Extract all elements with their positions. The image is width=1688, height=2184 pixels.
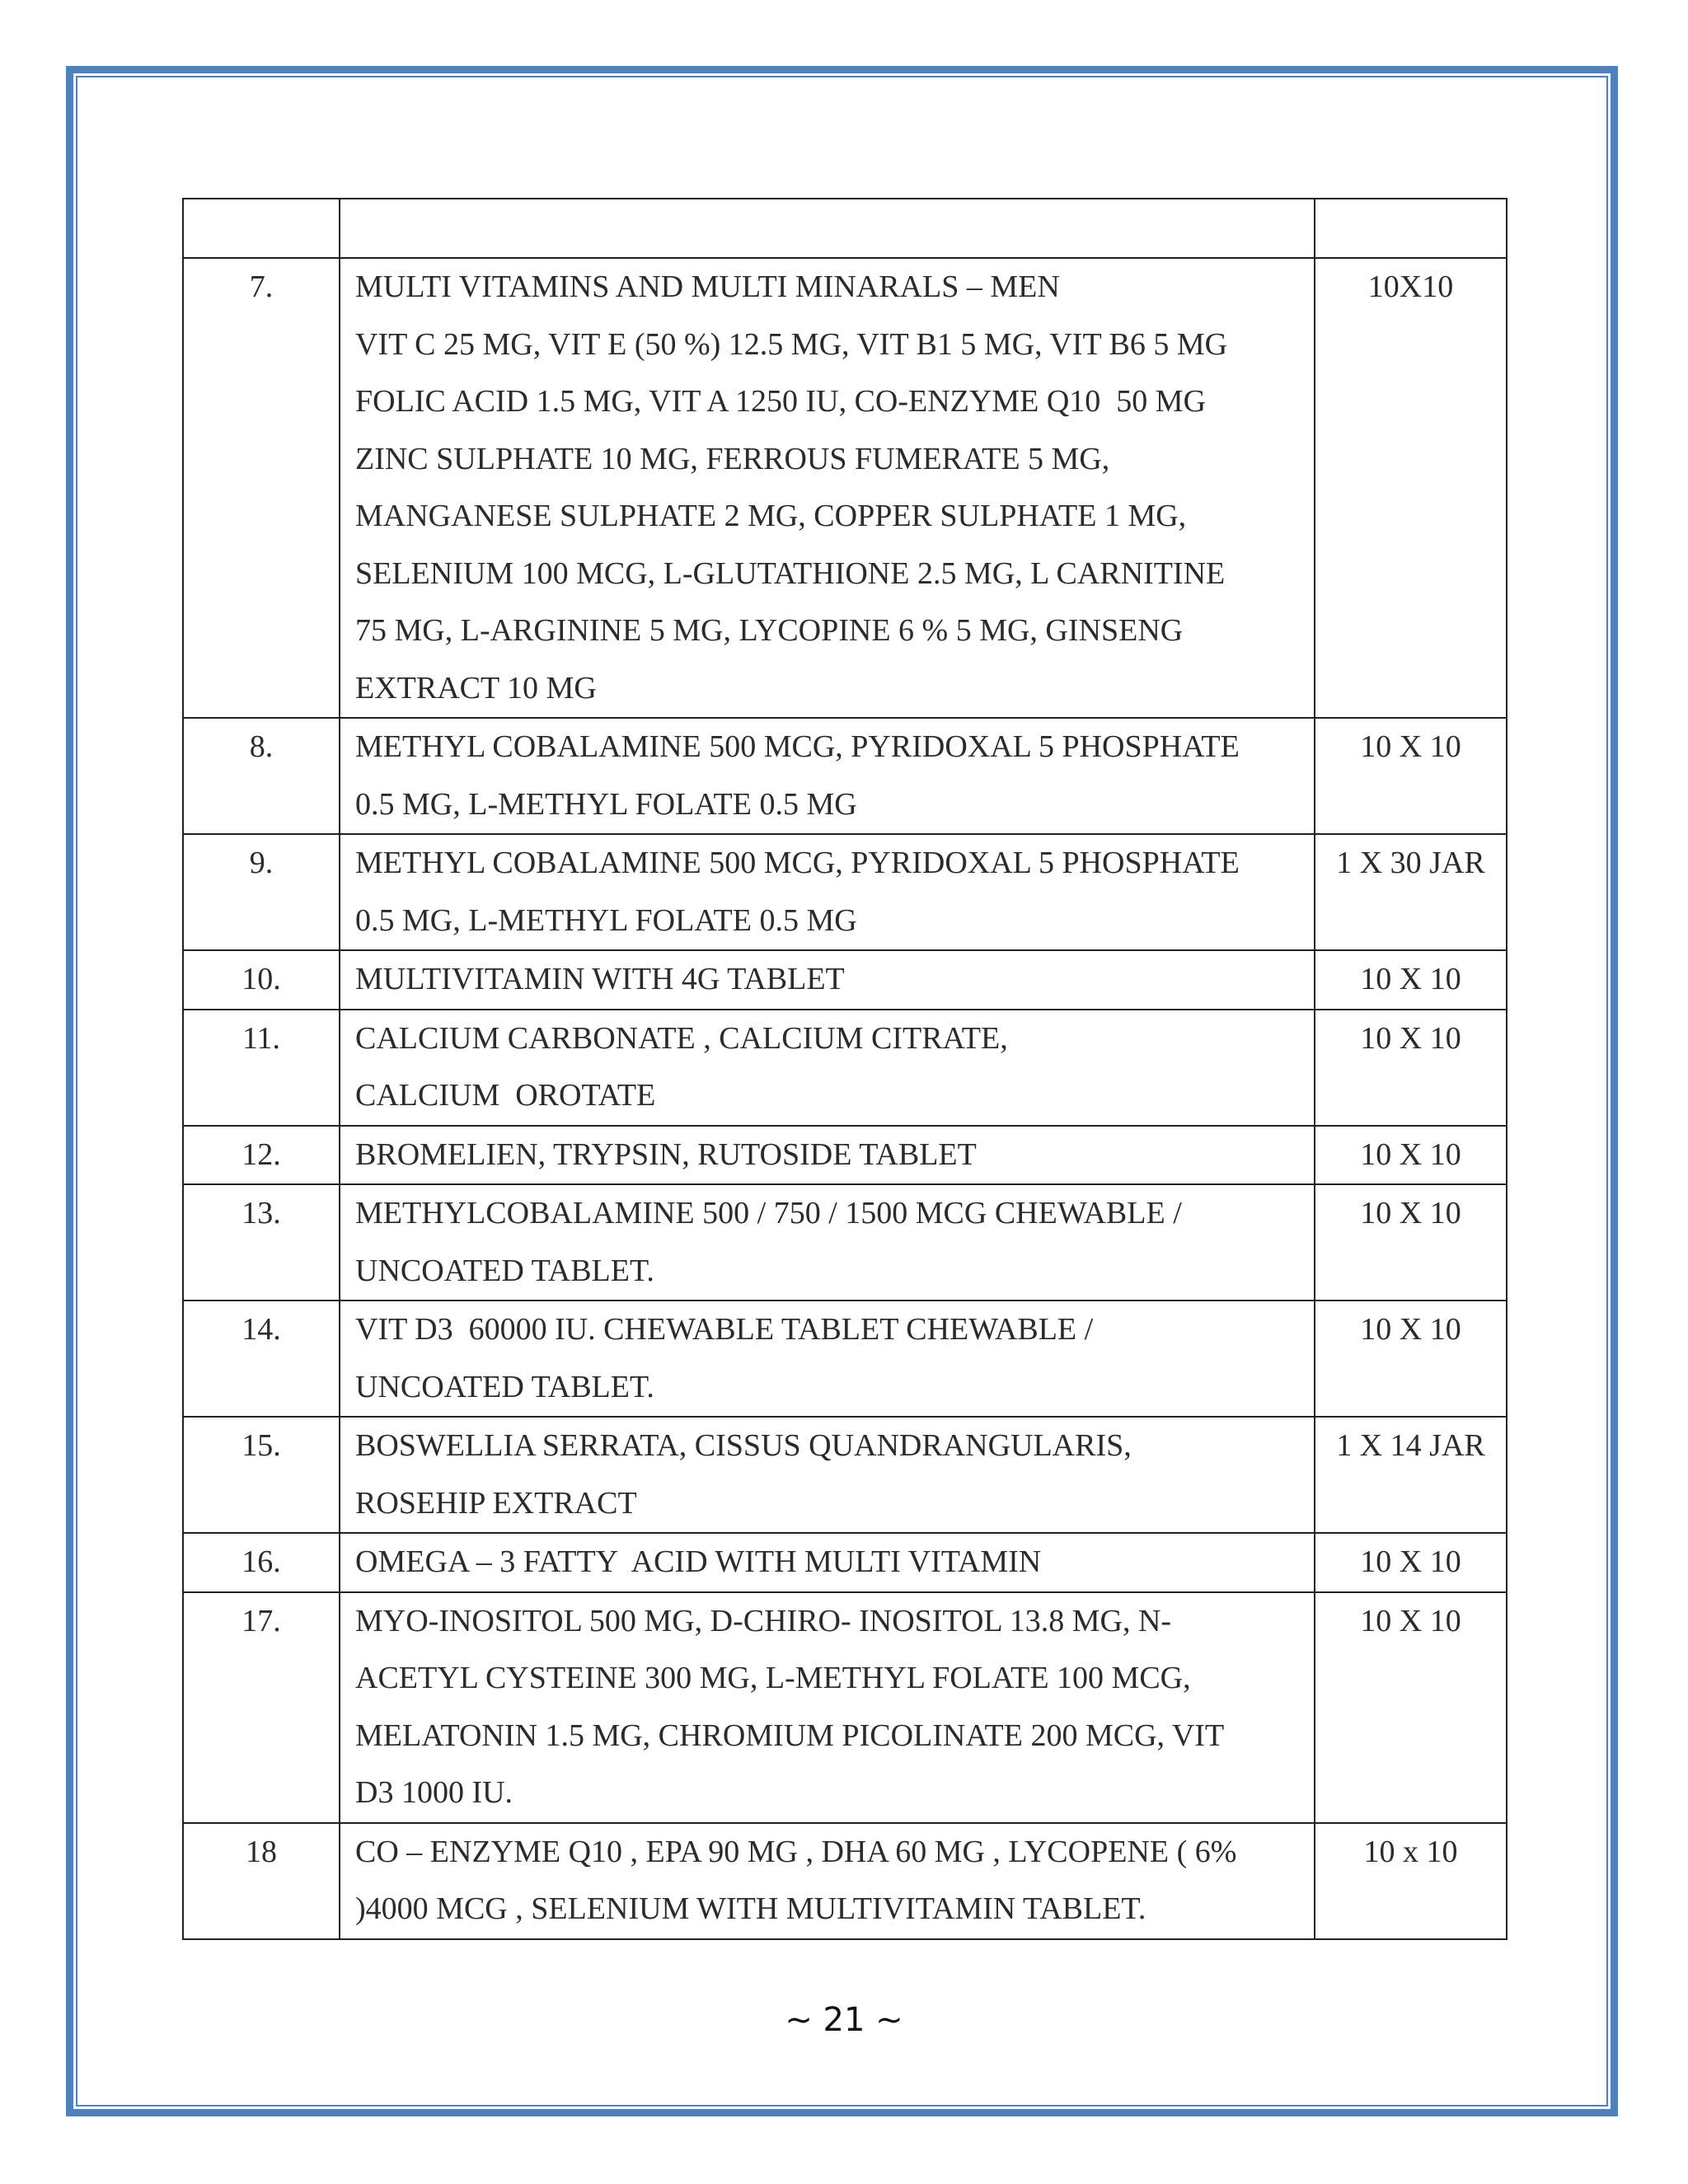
- table-row: [183, 1301, 1507, 1417]
- table-row: [183, 1823, 1507, 1939]
- description-line: EXTRACT 10 MG: [355, 670, 597, 705]
- table-row: [183, 834, 1507, 950]
- item-description: [340, 950, 1315, 1010]
- description-line: SELENIUM 100 MCG, L-GLUTATHIONE 2.5 MG, L CARNITINE: [355, 555, 1226, 591]
- item-number: 13.: [183, 1184, 340, 1301]
- item-description: [340, 1417, 1315, 1533]
- item-pack-size: 10 X 10: [1315, 1126, 1507, 1185]
- table-row: [183, 718, 1507, 834]
- item-pack-size: 1 X 14 JAR: [1315, 1417, 1507, 1533]
- item-pack-size: 1 X 30 JAR: [1315, 834, 1507, 950]
- description-line: BROMELIEN, TRYPSIN, RUTOSIDE TABLET: [355, 1137, 977, 1172]
- item-number: 10.: [183, 950, 340, 1010]
- description-line: ZINC SULPHATE 10 MG, FERROUS FUMERATE 5 MG,: [355, 441, 1110, 476]
- header-cell-pack: [1315, 199, 1507, 258]
- item-number: 14.: [183, 1301, 340, 1417]
- item-number: 18: [183, 1823, 340, 1939]
- item-number: 15.: [183, 1417, 340, 1533]
- item-number: 11.: [183, 1010, 340, 1126]
- item-pack-size: 10 X 10: [1315, 718, 1507, 834]
- table-header-row: [183, 199, 1507, 258]
- description-line: METHYL COBALAMINE 500 MCG, PYRIDOXAL 5 PHOSPHATE: [355, 846, 1240, 880]
- description-line: )4000 MCG , SELENIUM WITH MULTIVITAMIN TABLET.: [355, 1891, 1146, 1926]
- item-pack-size: 10X10: [1315, 258, 1507, 718]
- description-line: OMEGA – 3 FATTY ACID WITH MULTI VITAMIN: [355, 1544, 1042, 1579]
- item-number: 12.: [183, 1126, 340, 1185]
- description-line: UNCOATED TABLET.: [355, 1253, 654, 1288]
- description-line: MELATONIN 1.5 MG, CHROMIUM PICOLINATE 200 MCG, VIT: [355, 1718, 1225, 1753]
- description-line: MANGANESE SULPHATE 2 MG, COPPER SULPHATE 1 MG,: [355, 499, 1187, 533]
- description-line: CALCIUM CARBONATE , CALCIUM CITRATE,: [355, 1020, 1008, 1056]
- description-line: METHYLCOBALAMINE 500 / 750 / 1500 MCG CHEWABLE /: [355, 1196, 1182, 1230]
- description-line: BOSWELLIA SERRATA, CISSUS QUANDRANGULARIS,: [355, 1428, 1132, 1463]
- item-description: [340, 1184, 1315, 1301]
- table-row: [183, 1533, 1507, 1592]
- item-description: [340, 258, 1315, 718]
- item-pack-size: 10 X 10: [1315, 950, 1507, 1010]
- description-line: VIT C 25 MG, VIT E (50 %) 12.5 MG, VIT B1 5 MG, VIT B6 5 MG: [355, 326, 1228, 362]
- item-number: 16.: [183, 1533, 340, 1592]
- item-description: [340, 1126, 1315, 1185]
- product-table: [182, 198, 1507, 1940]
- page-number: ~ 21 ~: [785, 2001, 903, 2039]
- table-row: [183, 1010, 1507, 1126]
- item-description: [340, 834, 1315, 950]
- item-pack-size: 10 X 10: [1315, 1301, 1507, 1417]
- item-number: 8.: [183, 718, 340, 834]
- description-line: CO – ENZYME Q10 , EPA 90 MG , DHA 60 MG , LYCOPENE ( 6%: [355, 1834, 1237, 1869]
- table-row: [183, 1126, 1507, 1185]
- item-pack-size: 10 X 10: [1315, 1592, 1507, 1823]
- table-row: [183, 258, 1507, 718]
- item-description: [340, 718, 1315, 834]
- header-cell-description: [340, 199, 1315, 258]
- item-number: 9.: [183, 834, 340, 950]
- description-line: D3 1000 IU.: [355, 1775, 513, 1810]
- item-description: [340, 1823, 1315, 1939]
- item-description: [340, 1010, 1315, 1126]
- description-line: 0.5 MG, L-METHYL FOLATE 0.5 MG: [355, 786, 857, 822]
- description-line: METHYL COBALAMINE 500 MCG, PYRIDOXAL 5 PHOSPHATE: [355, 729, 1240, 764]
- description-line: MYO-INOSITOL 500 MG, D-CHIRO- INOSITOL 13.8 MG, N-: [355, 1603, 1172, 1638]
- description-line: FOLIC ACID 1.5 MG, VIT A 1250 IU, CO-ENZYME Q10 50 MG: [355, 384, 1207, 419]
- item-number: 7.: [183, 258, 340, 718]
- item-pack-size: 10 x 10: [1315, 1823, 1507, 1939]
- header-cell-no: [183, 199, 340, 258]
- item-number: 17.: [183, 1592, 340, 1823]
- product-table-body: [183, 199, 1507, 1939]
- description-line: CALCIUM OROTATE: [355, 1078, 656, 1113]
- item-description: [340, 1533, 1315, 1592]
- description-line: VIT D3 60000 IU. CHEWABLE TABLET CHEWABLE /: [355, 1312, 1094, 1347]
- item-description: [340, 1301, 1315, 1417]
- table-row: [183, 950, 1507, 1010]
- table-row: [183, 1417, 1507, 1533]
- description-line: ROSEHIP EXTRACT: [355, 1485, 637, 1521]
- description-line: UNCOATED TABLET.: [355, 1369, 654, 1404]
- description-line: MULTIVITAMIN WITH 4G TABLET: [355, 962, 845, 996]
- item-pack-size: 10 X 10: [1315, 1010, 1507, 1126]
- item-pack-size: 10 X 10: [1315, 1533, 1507, 1592]
- description-line: MULTI VITAMINS AND MULTI MINARALS – MEN: [355, 269, 1060, 304]
- table-row: [183, 1592, 1507, 1823]
- description-line: ACETYL CYSTEINE 300 MG, L-METHYL FOLATE 100 MCG,: [355, 1661, 1191, 1695]
- description-line: 0.5 MG, L-METHYL FOLATE 0.5 MG: [355, 902, 857, 938]
- table-row: [183, 1184, 1507, 1301]
- item-description: [340, 1592, 1315, 1823]
- item-pack-size: 10 X 10: [1315, 1184, 1507, 1301]
- description-line: 75 MG, L-ARGININE 5 MG, LYCOPINE 6 % 5 MG, GINSENG: [355, 613, 1184, 648]
